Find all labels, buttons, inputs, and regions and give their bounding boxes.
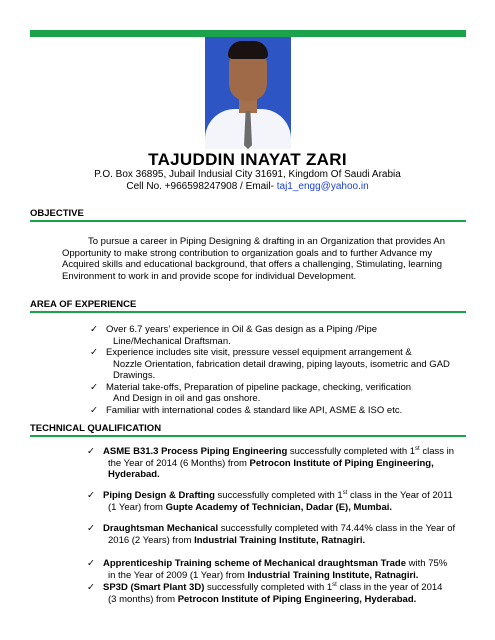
qualification-title: Draughtsman Mechanical [103,523,219,534]
checkmark-icon: ✓ [87,446,95,457]
checkmark-icon: ✓ [87,523,95,534]
contact-line [0,181,495,192]
cell-number: Cell No. +966598247908 / Email- [126,181,277,192]
institute-name: Industrial Training Institute, Ratnagiri. [247,569,419,581]
qualification-text: (1 Year) from [108,501,166,513]
qualification-item [87,558,467,581]
qualification-title: Piping Design & Drafting [103,490,215,501]
list-item-text: Material take-offs, Preparation of pipeline package, checking, verification [106,381,412,393]
qualification-item [87,446,467,481]
list-item-continuation: And Design in oil and gas onshore. [113,393,261,404]
list-item-text: Over 6.7 years’ experience in Oil & Gas design as a Piping /Pipe [106,324,378,335]
list-item [90,382,460,405]
qualification-text: successfully completed with 1 [287,446,416,457]
objective-rule [30,220,466,222]
qualification-text: successfully completed with 1 [214,490,343,501]
qualification-title: Apprenticeship Training scheme of Mechanical draughtsman Trade [103,558,407,569]
checkmark-icon: ✓ [87,490,95,501]
institute-name: Industrial Training Institute, Ratnagiri. [194,534,366,546]
profile-photo [205,37,291,149]
photo-hair [228,41,268,59]
qualification-text: with 75% [406,558,448,569]
qualification-title: ASME B31.3 Process Piping Engineering [103,446,288,457]
qualification-text: successfully completed with 74.44% class in the Year of [218,523,456,534]
qualification-item [87,490,467,513]
experience-heading: AREA OF EXPERIENCE [30,299,137,310]
list-item-continuation: Line/Mechanical Draftsman. [113,335,231,347]
qualification-text: the Year of 2014 (6 Months) from [108,457,250,469]
qualification-text: successfully completed with 1 [204,582,333,593]
ordinal-suffix: st [415,445,420,452]
list-item-continuation: Nozzle Orientation, fabrication detail drawing, piping layouts, isometric and GAD Drawings. [113,358,450,381]
technical-heading: TECHNICAL QUALIFICATION [30,423,162,434]
checkmark-icon: ✓ [90,381,98,393]
checkmark-icon: ✓ [90,404,98,416]
qualification-text: class in the Year of 2011 [347,490,453,501]
ordinal-suffix: st [342,489,348,496]
checkmark-icon: ✓ [87,582,95,593]
checkmark-icon: ✓ [90,347,98,358]
postal-address: P.O. Box 36895, Jubail Indusial City 31691, Kingdom Of Saudi Arabia [94,169,401,180]
list-item [90,405,460,417]
qualification-text: (3 months) from [108,593,178,605]
institute-name: Petrocon Institute of Piping Engineering, Hyderabad. [108,457,434,480]
objective-text [62,236,452,282]
checkmark-icon: ✓ [87,558,95,569]
list-item [90,347,460,382]
experience-rule [30,311,466,313]
list-item-text: Experience includes site visit, pressure vessel equipment arrangement & [106,347,412,358]
qualification-title: SP3D (Smart Plant 3D) [103,582,205,593]
qualification-text: class in the year of 2014 [336,582,443,593]
email-link[interactable]: taj1_engg@yahoo.in [276,181,369,192]
checkmark-icon: ✓ [90,324,98,335]
list-item [90,324,460,347]
ordinal-suffix: st [332,581,337,588]
experience-list [90,324,460,416]
objective-heading: OBJECTIVE [30,208,84,219]
list-item-text: Familiar with international codes & standard like API, ASME & ISO etc. [106,404,403,416]
institute-name: Petrocon Institute of Piping Engineering, Hyderabad. [177,593,417,605]
qualification-item [87,523,467,546]
qualification-text: in the Year of 2009 (1 Year) from [108,569,248,581]
candidate-name: TAJUDDIN INAYAT ZARI [148,150,347,169]
qualification-text: 2016 (2 Years) from [108,534,195,546]
qualification-text: class in [419,446,455,457]
institute-name: Gupte Academy of Technician, Dadar (E), Mumbai. [165,501,393,513]
technical-rule [30,435,466,437]
top-accent-bar [30,30,466,37]
objective-body: To pursue a career in Piping Designing & drafting in an Organization that provides An Opportunity to make strong contribution to organization goals and to further Advance my Acquired skills and educational background, that offers a challenging, Stimulating, learning Environment to work in and provide scope for individual Development. [62,236,445,282]
qualification-item [87,582,467,605]
